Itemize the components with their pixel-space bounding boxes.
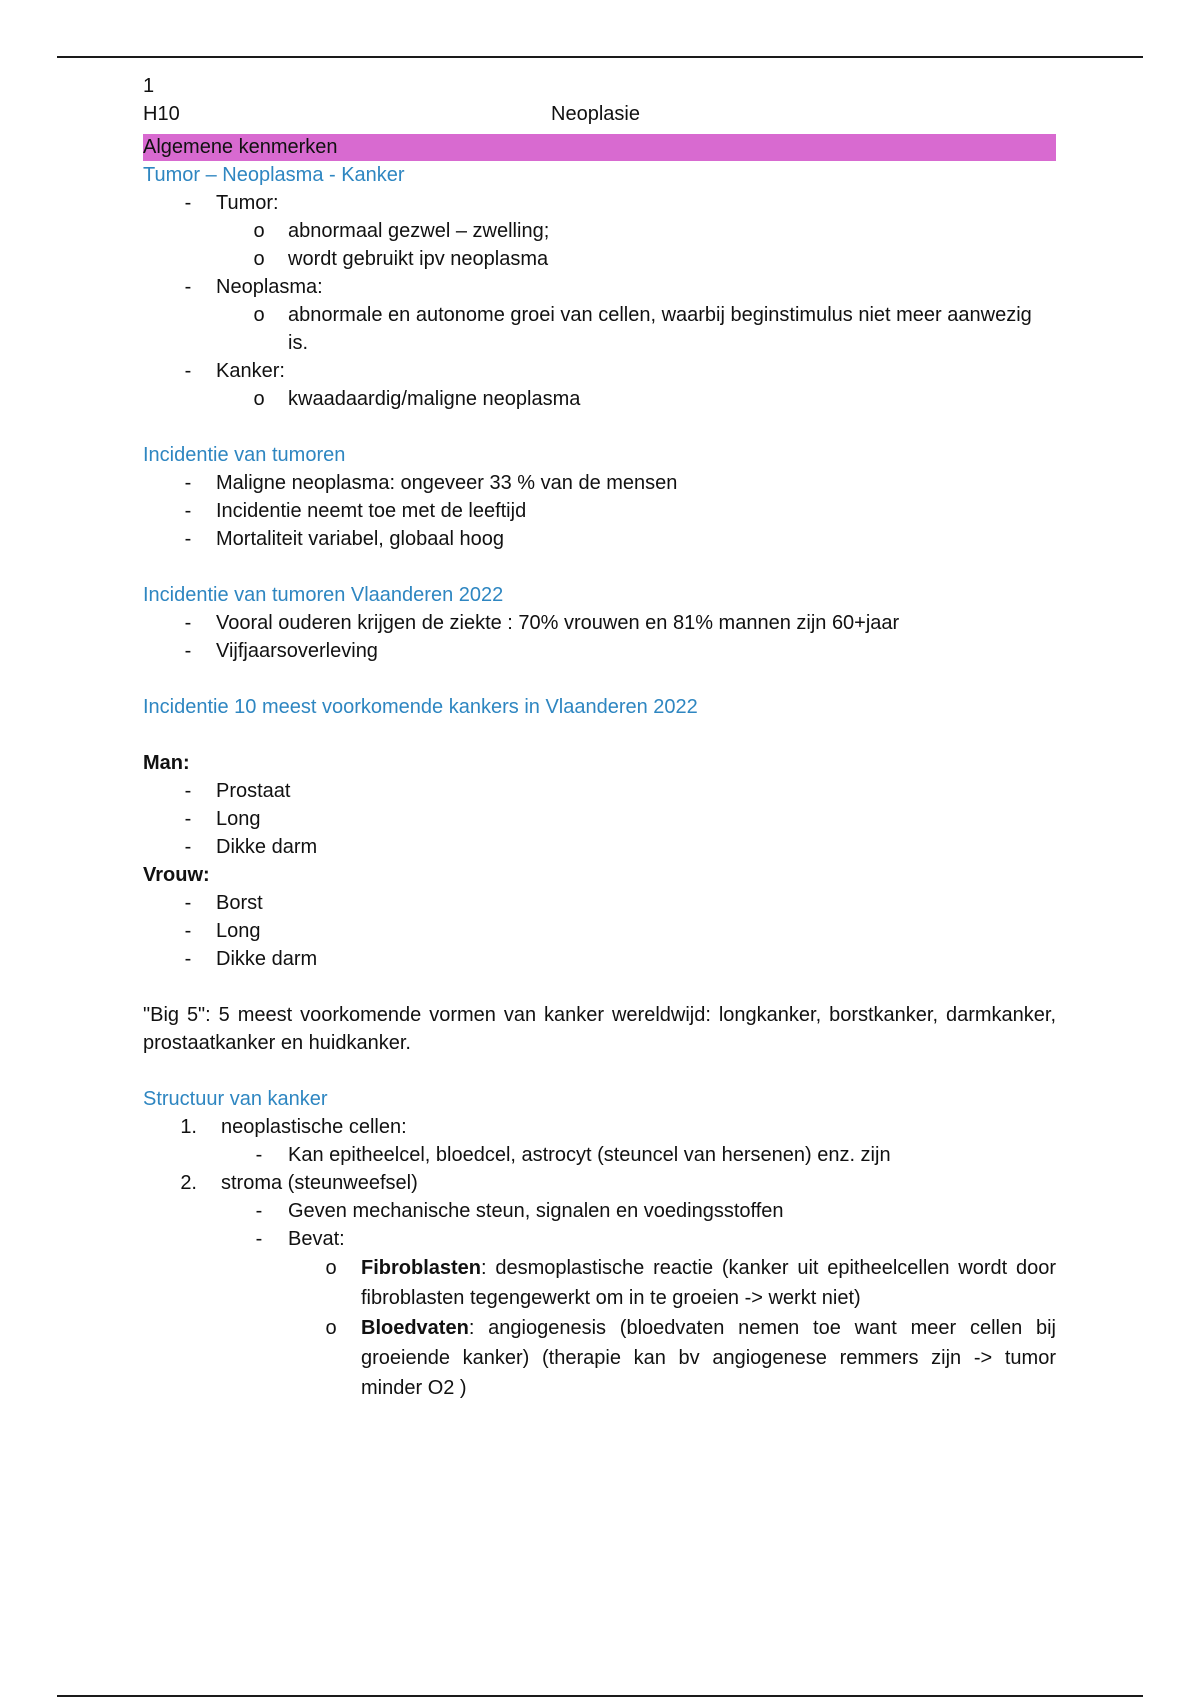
list-item-text: : angiogenesis (bloedvaten nemen toe want meer cellen bij groeiende kanker) (therapie kan bv angiogenese remmers zijn -> tumor minder O2 ) — [361, 1317, 1056, 1399]
dash-marker: - — [184, 836, 192, 858]
circle-marker: o — [253, 388, 265, 410]
list-item — [143, 1197, 1056, 1225]
dash-marker: - — [184, 808, 192, 830]
list-item — [143, 777, 1056, 805]
list-item — [143, 917, 1056, 945]
list-item-text: Maligne neoplasma: ongeveer 33 % van de mensen — [216, 472, 678, 494]
list-item-text: Long — [216, 808, 261, 830]
list-item-text: stroma (steunweefsel) — [221, 1172, 418, 1194]
dash-marker: - — [184, 500, 192, 522]
list-item-text: abnormale en autonome groei van cellen, waarbij beginstimulus niet meer aanwezig is. — [288, 304, 1032, 354]
dash-marker: - — [255, 1144, 263, 1166]
number-marker: 2. — [180, 1172, 197, 1194]
dash-marker: - — [184, 640, 192, 662]
list-item — [143, 189, 1056, 217]
list-item — [143, 1141, 1056, 1169]
circle-marker: o — [253, 304, 265, 326]
list-item-bloedvaten — [143, 1313, 1056, 1403]
list-item — [143, 525, 1056, 553]
list-item-text: Incidentie neemt toe met de leeftijd — [216, 500, 527, 522]
list-item-text: Prostaat — [216, 780, 291, 802]
circle-marker: o — [253, 220, 265, 242]
dash-marker: - — [184, 920, 192, 942]
chapter-label: H10 — [143, 103, 180, 125]
dash-marker: - — [184, 892, 192, 914]
circle-marker: o — [253, 248, 265, 270]
dash-marker: - — [255, 1228, 263, 1250]
list-item — [143, 217, 1056, 245]
list-item-text: Geven mechanische steun, signalen en voedingsstoffen — [288, 1200, 784, 1222]
list-item-text: Dikke darm — [216, 836, 318, 858]
list-item-text: Dikke darm — [216, 948, 318, 970]
list-item-text: Long — [216, 920, 261, 942]
list-item-text: Vooral ouderen krijgen de ziekte : 70% vrouwen en 81% mannen zijn 60+jaar — [216, 612, 900, 634]
list-item-text: Borst — [216, 892, 263, 914]
label-man: Man: — [143, 752, 190, 774]
list-item — [143, 301, 1056, 357]
heading-incidentie: Incidentie van tumoren — [143, 444, 346, 466]
list-item — [143, 833, 1056, 861]
page-number: 1 — [143, 75, 155, 97]
term-bloedvaten: Bloedvaten — [361, 1317, 469, 1339]
list-item-text: kwaadaardig/maligne neoplasma — [288, 388, 581, 410]
label-vrouw: Vrouw: — [143, 864, 210, 886]
list-item-text: Kanker: — [216, 360, 285, 382]
list-item — [143, 889, 1056, 917]
list-item-text: neoplastische cellen: — [221, 1116, 407, 1138]
list-item-text: Tumor: — [216, 192, 279, 214]
number-marker: 1. — [180, 1116, 197, 1138]
list-item — [143, 497, 1056, 525]
dash-marker: - — [255, 1200, 263, 1222]
list-item-text: Mortaliteit variabel, globaal hoog — [216, 528, 504, 550]
dash-marker: - — [184, 780, 192, 802]
dash-marker: - — [184, 948, 192, 970]
heading-top10-kankers: Incidentie 10 meest voorkomende kankers in Vlaanderen 2022 — [143, 696, 698, 718]
list-item-fibroblasten — [143, 1253, 1056, 1313]
circle-marker: o — [325, 1257, 337, 1279]
list-item — [143, 245, 1056, 273]
list-item — [143, 1225, 1056, 1253]
dash-marker: - — [184, 192, 192, 214]
list-item-text: Kan epitheelcel, bloedcel, astrocyt (steuncel van hersenen) enz. zijn — [288, 1144, 891, 1166]
dash-marker: - — [184, 528, 192, 550]
dash-marker: - — [184, 276, 192, 298]
list-item — [143, 273, 1056, 301]
big5-paragraph: "Big 5": 5 meest voorkomende vormen van kanker wereldwijd: longkanker, borstkanker, darmkanker, prostaatkanker en huidkanker. — [143, 1004, 1056, 1054]
list-item-text: : desmoplastische reactie (kanker uit epitheelcellen wordt door fibroblasten tegengewerkt om in te groeien -> werkt niet) — [361, 1257, 1056, 1309]
list-item — [143, 357, 1056, 385]
dash-marker: - — [184, 612, 192, 634]
list-item — [143, 1113, 1056, 1141]
list-item — [143, 469, 1056, 497]
list-item-text: Vijfjaarsoverleving — [216, 640, 378, 662]
dash-marker: - — [184, 360, 192, 382]
dash-marker: - — [184, 472, 192, 494]
heading-vlaanderen-2022: Incidentie van tumoren Vlaanderen 2022 — [143, 584, 504, 606]
chapter-title: Neoplasie — [551, 103, 640, 125]
list-item-text: abnormaal gezwel – zwelling; — [288, 220, 550, 242]
list-item — [143, 385, 1056, 413]
list-item — [143, 637, 1056, 665]
heading-structuur: Structuur van kanker — [143, 1088, 328, 1110]
list-item-text: wordt gebruikt ipv neoplasma — [288, 248, 549, 270]
list-item — [143, 945, 1056, 973]
circle-marker: o — [325, 1317, 337, 1339]
bottom-rule — [57, 1695, 1143, 1697]
document-page — [143, 72, 1056, 1403]
list-item-text: Neoplasma: — [216, 276, 323, 298]
list-item — [143, 805, 1056, 833]
list-item — [143, 609, 1056, 637]
list-item-text: Bevat: — [288, 1228, 345, 1250]
section-heading: Algemene kenmerken — [143, 134, 1056, 161]
term-fibroblasten: Fibroblasten — [361, 1257, 482, 1279]
page-header — [143, 100, 1056, 128]
list-item — [143, 1169, 1056, 1197]
heading-tumor-neoplasma-kanker: Tumor – Neoplasma - Kanker — [143, 164, 405, 186]
top-rule — [57, 56, 1143, 58]
